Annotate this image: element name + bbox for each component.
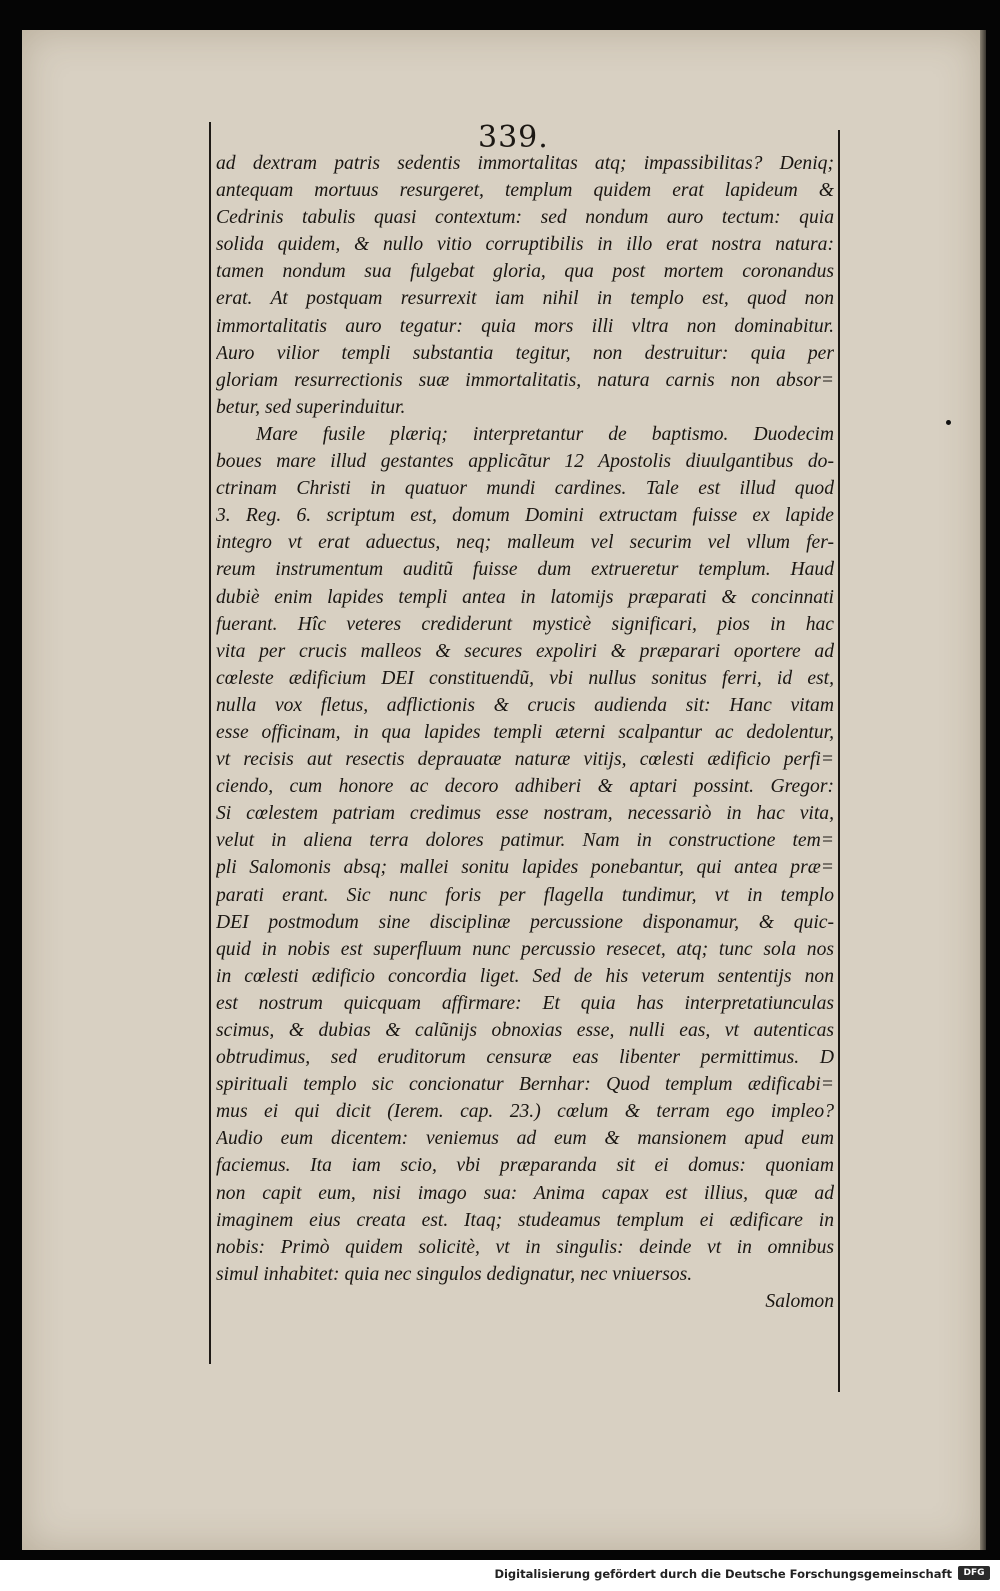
- page-edge: [980, 30, 986, 1550]
- ink-spot: [946, 420, 951, 425]
- text-line: reum instrumentum auditũ fuisse dum extrueretur templum. Haud: [216, 559, 834, 581]
- text-line: nobis: Primò quidem solicitè, vt in singulis: deinde vt in omnibus: [216, 1236, 834, 1258]
- text-line: immortalitatis auro tegatur: quia mors illi vltra non dominabitur.: [216, 315, 834, 337]
- text-line: spirituali templo sic concionatur Bernhar: Quod templum ædificabi=: [216, 1074, 834, 1096]
- text-line: antequam mortuus resurgeret, templum quidem erat lapideum &: [216, 180, 834, 202]
- text-line: gloriam resurrectionis suæ immortalitatis, natura carnis non absor=: [216, 369, 834, 391]
- page-number: 339.: [478, 120, 549, 155]
- text-line: tamen nondum sua fulgebat gloria, qua post mortem coronandus: [216, 261, 834, 283]
- left-margin-rule: [209, 122, 211, 1364]
- text-line: ctrinam Christi in quatuor mundi cardines. Tale est illud quod: [216, 478, 834, 500]
- text-line: dubiè enim lapides templi antea in latomijs præparati & concinnati: [216, 586, 834, 608]
- text-line: mus ei qui dicit (Ierem. cap. 23.) cœlum & terram ego impleo?: [216, 1101, 834, 1123]
- text-line: pli Salomonis absq; mallei sonitu lapides ponebantur, qui antea præ=: [216, 857, 834, 879]
- text-line: cœleste ædificium DEI constituendũ, vbi nullus sonitus ferri, id est,: [216, 667, 834, 689]
- text-line: betur, sed superinduitur.: [216, 396, 406, 418]
- text-line: Cedrinis tabulis quasi contextum: sed nondum auro tectum: quia: [216, 207, 834, 229]
- text-line: 3. Reg. 6. scriptum est, domum Domini extructam fuisse ex lapide: [216, 505, 834, 527]
- text-line: non capit eum, nisi imago sua: Anima capax est illius, quæ ad: [216, 1182, 834, 1204]
- text-line: Si cœlestem patriam credimus esse nostram, necessariò in hac vita,: [216, 803, 834, 825]
- dfg-logo: DFG: [958, 1566, 990, 1580]
- text-line: velut in aliena terra dolores patimur. Nam in constructione tem=: [216, 830, 834, 852]
- text-line: parati erant. Sic nunc foris per flagella tundimur, vt in templo: [216, 884, 834, 906]
- text-line: quid in nobis est superfluum nunc percussio resecet, atq; tunc sola nos: [216, 938, 834, 960]
- text-line: fuerant. Hîc veteres crediderunt mysticè significari, pios in hac: [216, 613, 834, 635]
- text-line: Audio eum dicentem: veniemus ad eum & mansionem apud eum: [216, 1128, 834, 1150]
- text-line: imaginem eius creata est. Itaq; studeamus templum ei ædificare in: [216, 1209, 834, 1231]
- text-line: ad dextram patris sedentis immortalitas atq; impassibilitas? Deniq;: [216, 153, 834, 174]
- text-line: esse officinam, in qua lapides templi æterni scalpantur ac dedolentur,: [216, 721, 834, 743]
- text-line: nulla vox fletus, adflictionis & crucis audienda sit: Hanc vitam: [216, 694, 834, 716]
- text-line: erat. At postquam resurrexit iam nihil in templo est, quod non: [216, 288, 834, 310]
- right-margin-rule: [838, 130, 840, 1392]
- text-line: Auro vilior templi substantia tegitur, non destruitur: quia per: [216, 342, 834, 364]
- catchword: Salomon: [765, 1290, 834, 1312]
- text-line: DEI postmodum sine disciplinæ percussione disponamur, & quic-: [216, 911, 834, 933]
- text-line: simul inhabitet: quia nec singulos dedignatur, nec vniuersos.: [216, 1263, 693, 1285]
- text-line: faciemus. Ita iam scio, vbi præparanda sit ei domus: quoniam: [216, 1155, 834, 1177]
- text-line: Mare fusile plæriq; interpretantur de baptismo. Duodecim: [256, 423, 834, 445]
- text-line: obtrudimus, sed eruditorum censuræ eas libenter permittimus. D: [216, 1047, 834, 1069]
- text-line: est nostrum quicquam affirmare: Et quia has interpretatiunculas: [216, 992, 834, 1014]
- text-line: solida quidem, & nullo vitio corruptibilis in illo erat nostra natura:: [216, 234, 834, 256]
- text-line: in cœlesti ædificio concordia liget. Sed de his veterum sententijs non: [216, 965, 834, 987]
- text-line: integro vt erat aduectus, neq; malleum vel securim vel vllum fer-: [216, 532, 834, 554]
- text-line: boues mare illud gestantes applicãtur 12 Apostolis diuulgantibus do-: [216, 451, 834, 473]
- digitization-credit: Digitalisierung gefördert durch die Deutsche Forschungsgemeinschaft: [494, 1567, 952, 1581]
- text-body: [216, 150, 834, 1315]
- text-line: vita per crucis malleos & secures expoliri & præparari oportere ad: [216, 640, 834, 662]
- text-line: scimus, & dubias & calũnijs obnoxias esse, nulli eas, vt autenticas: [216, 1020, 834, 1041]
- text-line: vt recisis aut resectis deprauatæ naturæ vitijs, cœlesti ædificio perfi=: [216, 749, 834, 771]
- text-line: ciendo, cum honore ac decoro adhiberi & aptari possint. Gregor:: [216, 776, 834, 798]
